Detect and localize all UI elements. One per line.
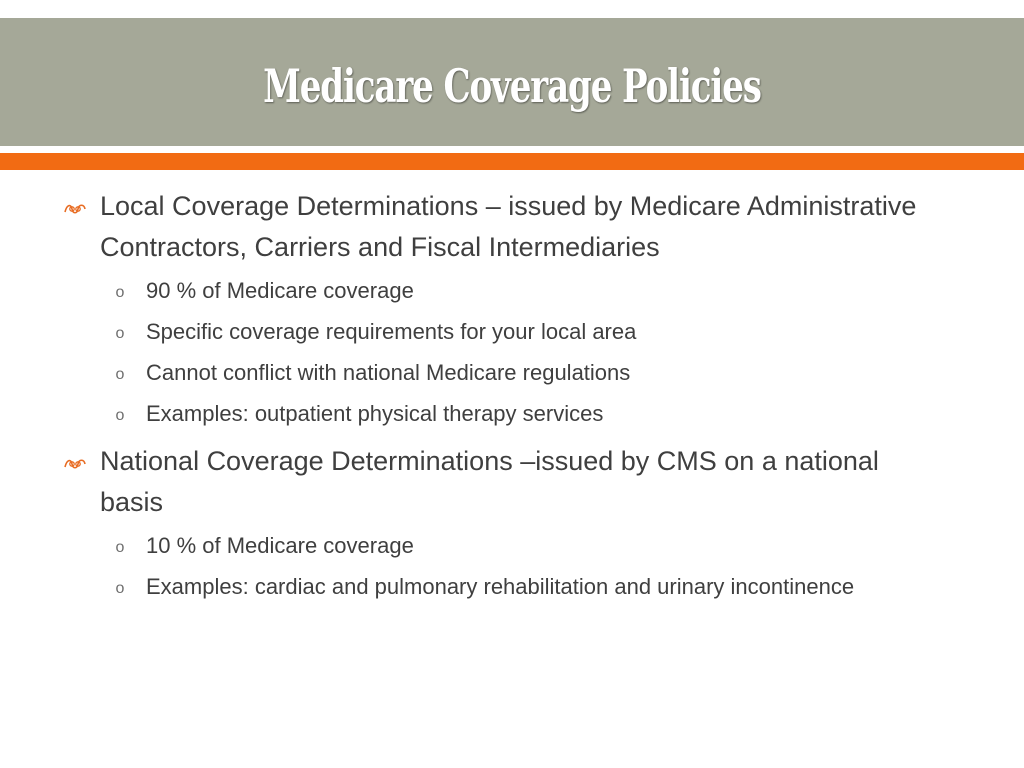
bullet-text: Local Coverage Determinations – issued by Medicare Administrative Contractors, Carriers and Fiscal Intermediaries xyxy=(100,191,917,262)
title-divider-gap xyxy=(0,146,1024,153)
circle-outline-bullet-icon: o xyxy=(115,325,125,342)
bullet-point-local-coverage xyxy=(0,186,1024,268)
bullet-point-national-coverage xyxy=(0,441,1024,523)
sub-bullet-point xyxy=(0,356,1024,390)
squiggle-bullet-icon xyxy=(62,188,88,224)
slide-title: Medicare Coverage Policies xyxy=(263,59,761,113)
sub-bullet-point xyxy=(0,315,1024,349)
circle-outline-bullet-icon: o xyxy=(115,407,125,424)
bullet-text: National Coverage Determinations –issued by CMS on a national basis xyxy=(100,446,879,517)
sub-bullet-text: Examples: outpatient physical therapy services xyxy=(146,401,604,426)
sub-bullet-point xyxy=(0,397,1024,431)
sub-bullet-text: Specific coverage requirements for your local area xyxy=(146,319,637,344)
squiggle-bullet-icon xyxy=(62,443,88,479)
sub-bullet-point xyxy=(0,529,1024,563)
sub-bullet-text: Examples: cardiac and pulmonary rehabilitation and urinary incontinence xyxy=(146,574,855,599)
circle-outline-bullet-icon: o xyxy=(115,284,125,301)
accent-rule xyxy=(0,153,1024,170)
circle-outline-bullet-icon: o xyxy=(115,580,125,597)
sub-bullet-text: 10 % of Medicare coverage xyxy=(146,533,414,558)
slide-body xyxy=(0,186,1024,604)
circle-outline-bullet-icon: o xyxy=(115,366,125,383)
sub-bullet-text: Cannot conflict with national Medicare regulations xyxy=(146,360,631,385)
sub-bullet-text: 90 % of Medicare coverage xyxy=(146,278,414,303)
sub-bullet-point xyxy=(0,274,1024,308)
sub-bullet-point xyxy=(0,570,1024,604)
circle-outline-bullet-icon: o xyxy=(115,539,125,556)
